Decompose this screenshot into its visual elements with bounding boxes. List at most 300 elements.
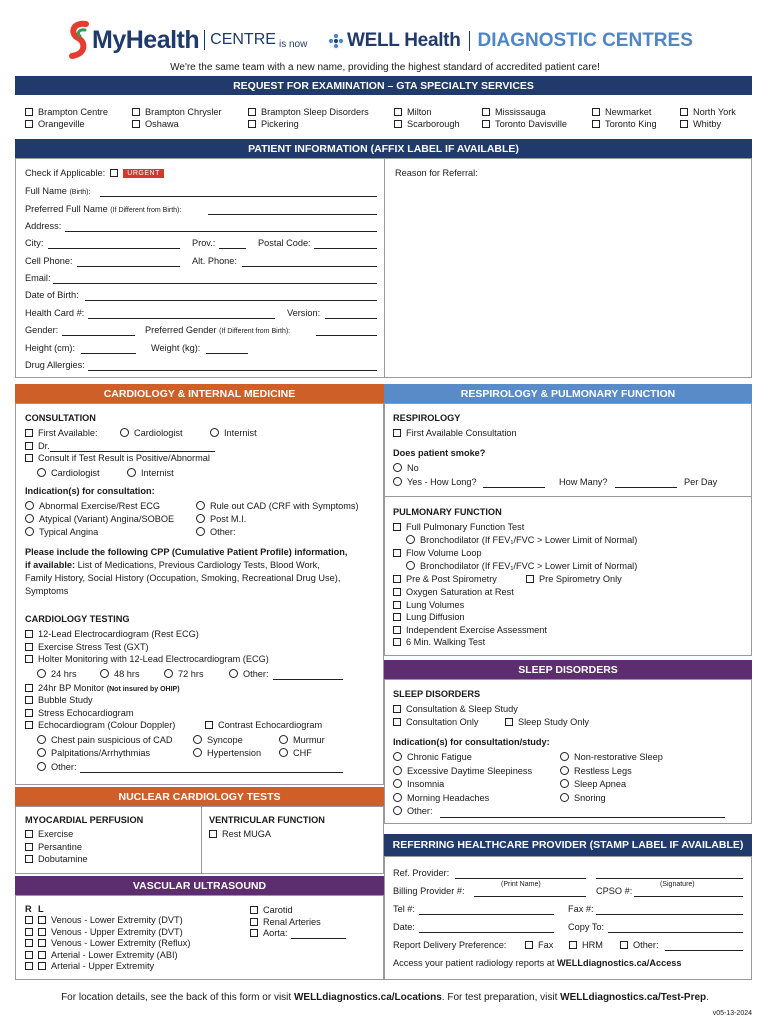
vascular-item-row — [25, 927, 183, 938]
health-field[interactable] — [88, 318, 275, 319]
resp-title: RESPIROLOGY & PULMONARY FUNCTION — [384, 384, 752, 403]
broncho1-option[interactable] — [406, 535, 637, 546]
vascular-left-checkbox[interactable] — [38, 951, 46, 959]
urgent-row — [25, 168, 164, 179]
cardiologist2-radio[interactable] — [37, 468, 46, 477]
echo-ind-0-label: Chest pain suspicious of CAD — [51, 735, 173, 745]
testing-heading: CARDIOLOGY TESTING — [25, 614, 130, 624]
full-name-field[interactable] — [100, 196, 377, 197]
vascular-right-checkbox[interactable] — [25, 951, 33, 959]
myhealth-logo — [68, 18, 276, 62]
echo-label: Echocardiogram (Colour Doppler) — [38, 720, 176, 730]
email-field[interactable] — [53, 283, 377, 284]
pulm-item-2-row — [393, 612, 465, 623]
location-3-1-checkbox[interactable] — [394, 120, 402, 128]
cons-only-label: Consultation Only — [406, 717, 479, 727]
cons-study-checkbox[interactable] — [393, 705, 401, 713]
study-only-row — [505, 717, 589, 728]
location-0-1-checkbox[interactable] — [25, 120, 33, 128]
bp-row — [25, 683, 180, 695]
hother-field[interactable] — [273, 679, 343, 680]
postal-field[interactable] — [314, 248, 377, 249]
stress-echo-row — [25, 708, 134, 719]
cardio-test-1-label: Exercise Stress Test (GXT) — [38, 641, 149, 652]
location-0-0-checkbox[interactable] — [25, 108, 33, 116]
vascular-right-0-checkbox[interactable] — [250, 906, 258, 914]
print-note: (Print Name) — [501, 881, 541, 888]
height-field[interactable] — [81, 353, 136, 354]
cardio-ind-0-row — [25, 501, 160, 512]
internist2-option[interactable] — [127, 468, 174, 479]
copy-field[interactable] — [608, 932, 743, 933]
indications-heading: Indication(s) for consultation: — [25, 486, 155, 496]
billing-field[interactable] — [474, 896, 586, 897]
sleep-left-3-row — [393, 793, 489, 804]
yes-radio[interactable] — [393, 477, 402, 486]
vascular-item-label: Arterial - Lower Extremity (ABI) — [51, 949, 178, 960]
tel-field[interactable] — [419, 914, 554, 915]
location-2-0-checkbox[interactable] — [248, 108, 256, 116]
vascular-right-checkbox[interactable] — [25, 939, 33, 947]
cpp-line4: Symptoms — [25, 586, 69, 596]
cardiologist2-label: Cardiologist — [51, 468, 100, 478]
h72-option[interactable] — [164, 669, 204, 680]
myo-1-checkbox[interactable] — [25, 843, 33, 851]
first-available-checkbox[interactable] — [25, 429, 33, 437]
myo-0-checkbox[interactable] — [25, 830, 33, 838]
myo-1-label: Persantine — [38, 841, 82, 852]
echo-checkbox[interactable] — [25, 721, 33, 729]
sleep-right-1-radio[interactable] — [560, 766, 569, 775]
pref-label: Report Delivery Preference: — [393, 940, 507, 950]
pulm-item-1-label: Lung Volumes — [406, 599, 465, 610]
pulm-item-2-checkbox[interactable] — [393, 613, 401, 621]
echo-ind-0-radio[interactable] — [37, 735, 46, 744]
cardio-ind-3-radio[interactable] — [196, 501, 205, 510]
well-dots-icon — [328, 33, 344, 49]
no-option[interactable] — [393, 463, 419, 474]
cardio-ind-2-label: Typical Angina — [39, 527, 99, 537]
echo-ind-2-radio[interactable] — [279, 735, 288, 744]
resp-first-checkbox[interactable] — [393, 429, 401, 437]
sleep-heading: SLEEP DISORDERS — [393, 689, 481, 699]
location-0-1-label: Orangeville — [38, 119, 85, 129]
drug-label: Drug Allergies: — [25, 360, 85, 370]
echo-ind-6-row — [37, 762, 77, 773]
location-4-1-checkbox[interactable] — [482, 120, 490, 128]
cardio-test-2-row — [25, 654, 269, 665]
pulm-item-1-row — [393, 600, 464, 611]
cardio-test-0-label: 12-Lead Electrocardiogram (Rest ECG) — [38, 629, 199, 639]
pref-name-note: (If Different from Birth): — [110, 207, 182, 214]
cardio-test-1-row — [25, 642, 149, 653]
location-5-0-checkbox[interactable] — [592, 108, 600, 116]
first-available-label: First Available: — [38, 428, 98, 438]
vascular-left-checkbox[interactable] — [38, 962, 46, 970]
email-label: Email: — [25, 273, 51, 283]
pulm-item-2-label: Lung Diffusion — [406, 612, 465, 622]
pref-other-checkbox[interactable] — [620, 941, 628, 949]
location-0-0-row — [25, 107, 108, 118]
cardio-title: CARDIOLOGY & INTERNAL MEDICINE — [15, 384, 384, 403]
sleep-right-3-label: Snoring — [574, 792, 606, 803]
location-6-1-checkbox[interactable] — [680, 120, 688, 128]
h48-radio[interactable] — [100, 669, 109, 678]
location-2-1-row — [248, 119, 299, 130]
echo-ind-6-label: Other: — [51, 762, 77, 772]
vascular-right-1-checkbox[interactable] — [250, 918, 258, 926]
date-label: Date: — [393, 922, 415, 932]
location-6-1-label: Whitby — [693, 119, 722, 129]
footer-a: For location details, see the back of this form or visit — [61, 992, 294, 1003]
broncho2-radio[interactable] — [406, 561, 415, 570]
yes-option[interactable] — [393, 477, 477, 488]
sleep-right-3-row — [560, 793, 606, 804]
yes-label: Yes - How Long? — [407, 477, 477, 487]
resp-first-row — [393, 428, 517, 439]
cardio-ind-4-row — [196, 514, 246, 525]
broncho1-radio[interactable] — [406, 535, 415, 544]
pulm-item-3-checkbox[interactable] — [393, 626, 401, 634]
access-text — [393, 958, 682, 969]
brand-centre: CENTRE — [210, 31, 276, 48]
cardio-ind-4-radio[interactable] — [196, 514, 205, 523]
h24-option[interactable] — [37, 669, 77, 680]
cpp-line2-bold: if available: — [25, 560, 76, 570]
vascular-left-checkbox[interactable] — [38, 928, 46, 936]
version-field[interactable] — [325, 318, 377, 319]
is-now-text: is now — [279, 39, 308, 50]
fax-label: Fax #: — [568, 904, 594, 914]
location-1-0-checkbox[interactable] — [132, 108, 140, 116]
cardio-ind-1-row — [25, 514, 174, 525]
access-link[interactable]: WELLdiagnostics.ca/Access — [556, 958, 682, 968]
sleep-left-1-radio[interactable] — [393, 766, 402, 775]
prepost-label: Pre & Post Spirometry — [406, 574, 497, 584]
echo-ind-3-row — [37, 748, 150, 759]
full-name-row — [25, 186, 90, 198]
address-field[interactable] — [65, 231, 377, 232]
address-label: Address: — [25, 221, 62, 231]
internist2-radio[interactable] — [127, 468, 136, 477]
per-day-label: Per Day — [684, 477, 718, 487]
vent-heading: VENTRICULAR FUNCTION — [209, 815, 325, 825]
echo-ind-3-radio[interactable] — [37, 748, 46, 757]
diagnostic-centres-text: DIAGNOSTIC CENTRES — [477, 30, 693, 51]
dr-label: Dr. — [38, 441, 50, 451]
cardio-ind-5-radio[interactable] — [196, 527, 205, 536]
dob-label: Date of Birth: — [25, 290, 79, 300]
consult-pos-row — [25, 453, 210, 464]
sleep-right-0-row — [560, 752, 663, 763]
myo-2-label: Dobutamine — [38, 854, 88, 864]
cardio-ind-1-label: Atypical (Variant) Angina/SOBOE — [39, 514, 175, 524]
pref-other-row — [620, 940, 659, 951]
how-long-field[interactable] — [483, 487, 545, 488]
location-2-0-label: Brampton Sleep Disorders — [261, 107, 369, 117]
brand-health: Health — [125, 25, 200, 54]
location-5-0-row — [592, 107, 651, 118]
fax-field[interactable] — [596, 914, 743, 915]
full-name-label: Full Name — [25, 186, 67, 196]
cons-study-row — [393, 704, 518, 715]
sleep-other-field[interactable] — [440, 817, 725, 818]
echo-ind-5-row — [279, 748, 312, 759]
sleep-left-3-radio[interactable] — [393, 793, 402, 802]
cardio-ind-5-row — [196, 527, 236, 538]
pref-name-field[interactable] — [208, 214, 377, 215]
h24-label: 24 hrs — [51, 669, 77, 679]
myo-2-row — [25, 854, 88, 865]
r-label: R — [25, 904, 32, 914]
vascular-right-0-row — [250, 905, 293, 916]
version-code: v05-13-2024 — [712, 1010, 752, 1017]
pref-gender-field[interactable] — [316, 335, 377, 336]
ref-label: Ref. Provider: — [393, 868, 450, 878]
h48-label: 48 hrs — [114, 669, 140, 679]
weight-label: Weight (kg): — [151, 343, 201, 353]
stress-echo-checkbox[interactable] — [25, 709, 33, 717]
location-5-0-label: Newmarket — [605, 107, 652, 117]
respirology-heading: RESPIROLOGY — [393, 413, 461, 423]
aorta-field[interactable] — [291, 938, 346, 939]
myo-0-row — [25, 829, 73, 840]
alt-field[interactable] — [242, 266, 377, 267]
sleep-ind-heading: Indication(s) for consultation/study: — [393, 737, 550, 747]
cardiologist-radio[interactable] — [120, 428, 129, 437]
cardio-ind-2-row — [25, 527, 98, 538]
consult-pos-label: Consult if Test Result is Positive/Abnormal — [38, 453, 210, 463]
brand-my: My — [92, 25, 126, 54]
location-5-1-label: Toronto King — [605, 119, 657, 129]
echo-ind-1-radio[interactable] — [193, 735, 202, 744]
tagline: We're the same team with a new name, providing the highest standard of accredited patient care! — [170, 62, 600, 73]
cardio-test-0-checkbox[interactable] — [25, 630, 33, 638]
vascular-right-2-checkbox[interactable] — [250, 929, 258, 937]
height-label: Height (cm): — [25, 343, 76, 353]
rest-muga-label: Rest MUGA — [222, 829, 272, 839]
vascular-left-checkbox[interactable] — [38, 916, 46, 924]
copy-label: Copy To: — [568, 922, 605, 932]
vascular-right-1-label: Renal Arteries — [263, 916, 321, 927]
full-pft-label: Full Pulmonary Function Test — [406, 522, 525, 532]
vascular-right-checkbox[interactable] — [25, 916, 33, 924]
sleep-right-2-row — [560, 779, 626, 790]
vascular-title: VASCULAR ULTRASOUND — [15, 876, 384, 895]
location-4-0-checkbox[interactable] — [482, 108, 490, 116]
cardio-ind-1-radio[interactable] — [25, 514, 34, 523]
prov-field[interactable] — [219, 248, 246, 249]
location-3-0-checkbox[interactable] — [394, 108, 402, 116]
cons-only-checkbox[interactable] — [393, 718, 401, 726]
vascular-item-row — [25, 961, 154, 972]
patient-title: PATIENT INFORMATION (AFFIX LABEL IF AVAILABLE) — [15, 139, 752, 158]
hother-radio[interactable] — [229, 669, 238, 678]
sleep-left-4-label: Other: — [407, 806, 433, 816]
drug-field[interactable] — [88, 370, 377, 371]
signature-note: (Signature) — [660, 881, 695, 888]
location-6-0-label: North York — [693, 107, 736, 117]
pref-other-label: Other: — [633, 940, 659, 950]
no-radio[interactable] — [393, 463, 402, 472]
location-3-1-row — [394, 119, 460, 130]
vascular-right-checkbox[interactable] — [25, 928, 33, 936]
resp-first-label: First Available Consultation — [406, 428, 517, 438]
echo-ind-2-row — [279, 735, 325, 746]
access-prefix: Access your patient radiology reports at — [393, 958, 557, 968]
cpp-note — [25, 546, 375, 598]
echo-ind-4-radio[interactable] — [193, 748, 202, 757]
sleep-right-0-radio[interactable] — [560, 752, 569, 761]
cardio-ind-5-label: Other: — [210, 527, 236, 537]
echo-ind-2-label: Murmur — [293, 735, 325, 745]
check-label: Check if Applicable: — [25, 168, 106, 178]
sleep-left-3-label: Morning Headaches — [407, 792, 490, 803]
rest-muga-checkbox[interactable] — [209, 830, 217, 838]
cardio-test-2-checkbox[interactable] — [25, 655, 33, 663]
sleep-left-2-radio[interactable] — [393, 779, 402, 788]
dob-field[interactable] — [85, 300, 377, 301]
sleep-left-1-row — [393, 766, 532, 777]
h48-option[interactable] — [100, 669, 140, 680]
pulm-item-4-checkbox[interactable] — [393, 638, 401, 646]
rest-muga-row — [209, 829, 271, 840]
echo-ind-3-label: Palpitations/Arrhythmias — [51, 748, 151, 758]
pulm-item-1-checkbox[interactable] — [393, 601, 401, 609]
broncho2-option[interactable] — [406, 561, 637, 572]
myo-heading: MYOCARDIAL PERFUSION — [25, 815, 144, 825]
location-0-1-row — [25, 119, 84, 130]
sleep-left-0-radio[interactable] — [393, 752, 402, 761]
echo-ind-6-radio[interactable] — [37, 762, 46, 771]
locations-link[interactable]: WELLdiagnostics.ca/Locations — [293, 992, 442, 1003]
vascular-left-checkbox[interactable] — [38, 939, 46, 947]
echo-ind-4-row — [193, 748, 261, 759]
first-available-row — [25, 428, 98, 439]
cardio-test-1-checkbox[interactable] — [25, 643, 33, 651]
vascular-item-row — [25, 950, 178, 961]
well-health-text: WELL Health — [347, 30, 461, 51]
full-pft-checkbox[interactable] — [393, 523, 401, 531]
echo-other-field[interactable] — [80, 772, 343, 773]
echo-ind-5-label: CHF — [293, 748, 312, 758]
sleep-right-3-radio[interactable] — [560, 793, 569, 802]
pre-row — [526, 574, 622, 585]
cardiologist2-option[interactable] — [37, 468, 100, 479]
echo-ind-0-row — [37, 735, 173, 746]
location-5-1-checkbox[interactable] — [592, 120, 600, 128]
echo-row — [25, 720, 175, 731]
hrm-row — [569, 940, 603, 951]
location-1-0-row — [132, 107, 222, 118]
flow-checkbox[interactable] — [393, 549, 401, 557]
cpso-label: CPSO #: — [596, 886, 633, 896]
broncho2-label: Bronchodilator (If FEV₁/FVC > Lower Limit of Normal) — [420, 561, 638, 571]
pulm-item-3-label: Independent Exercise Assessment — [406, 624, 547, 635]
sleep-right-2-radio[interactable] — [560, 779, 569, 788]
flow-label: Flow Volume Loop — [406, 548, 482, 558]
echo-ind-5-radio[interactable] — [279, 748, 288, 757]
city-field[interactable] — [48, 248, 180, 249]
location-6-0-checkbox[interactable] — [680, 108, 688, 116]
location-4-0-row — [482, 107, 546, 118]
cons-only-row — [393, 717, 479, 728]
location-4-1-row — [482, 119, 567, 130]
date-field[interactable] — [419, 932, 554, 933]
cardiologist-option[interactable] — [120, 428, 183, 439]
myo-2-checkbox[interactable] — [25, 855, 33, 863]
gender-field[interactable] — [62, 335, 135, 336]
vascular-right-0-label: Carotid — [263, 905, 293, 915]
location-4-1-label: Toronto Davisville — [495, 119, 567, 129]
sleep-left-4-radio[interactable] — [393, 806, 402, 815]
test-prep-link[interactable]: WELLdiagnostics.ca/Test-Prep — [560, 992, 707, 1003]
h72-radio[interactable] — [164, 669, 173, 678]
cell-field[interactable] — [77, 266, 180, 267]
dr-field[interactable] — [50, 451, 215, 452]
vascular-item-label: Venous - Lower Extremity (DVT) — [51, 915, 183, 925]
provider-title: REFERRING HEALTHCARE PROVIDER (STAMP LABEL IF AVAILABLE) — [384, 834, 752, 856]
pre-checkbox[interactable] — [526, 575, 534, 583]
hother-option[interactable] — [229, 669, 269, 680]
cardio-ind-2-radio[interactable] — [25, 527, 34, 536]
sleep-left-2-row — [393, 779, 444, 790]
prov-label: Prov.: — [192, 238, 216, 248]
cpso-field[interactable] — [634, 896, 743, 897]
smoke-heading: Does patient smoke? — [393, 448, 486, 458]
contrast-checkbox[interactable] — [205, 721, 213, 729]
prepost-checkbox[interactable] — [393, 575, 401, 583]
location-3-1-label: Scarborough — [407, 119, 460, 129]
h24-radio[interactable] — [37, 669, 46, 678]
pulm-item-0-checkbox[interactable] — [393, 588, 401, 596]
how-many-field[interactable] — [615, 487, 677, 488]
bubble-checkbox[interactable] — [25, 696, 33, 704]
pref-other-field[interactable] — [665, 950, 743, 951]
dr-checkbox[interactable] — [25, 442, 33, 450]
cardio-ind-0-radio[interactable] — [25, 501, 34, 510]
consult-pos-checkbox[interactable] — [25, 454, 33, 462]
billing-label: Billing Provider #: — [393, 886, 465, 896]
hother-label: Other: — [243, 669, 269, 679]
full-name-note: (Birth): — [69, 189, 91, 196]
location-2-1-checkbox[interactable] — [248, 120, 256, 128]
pref-gender-row — [145, 325, 290, 337]
sleep-left-4-row — [393, 806, 433, 817]
pulm-heading: PULMONARY FUNCTION — [393, 507, 502, 517]
internist-radio[interactable] — [210, 428, 219, 437]
weight-field[interactable] — [206, 353, 248, 354]
hrm-checkbox[interactable] — [569, 941, 577, 949]
sleep-left-2-label: Insomnia — [407, 779, 445, 789]
echo-ind-1-row — [193, 735, 243, 746]
fax2-checkbox[interactable] — [525, 941, 533, 949]
footer-c: . For test preparation, visit — [441, 992, 561, 1003]
pref-gender-label: Preferred Gender — [145, 325, 217, 335]
city-label: City: — [25, 238, 44, 248]
location-6-1-row — [680, 119, 721, 130]
location-1-1-checkbox[interactable] — [132, 120, 140, 128]
bp-checkbox[interactable] — [25, 684, 33, 692]
internist-option[interactable] — [210, 428, 257, 439]
study-only-checkbox[interactable] — [505, 718, 513, 726]
cardio-ind-4-label: Post M.I. — [210, 514, 247, 524]
vascular-item-row — [25, 915, 183, 926]
broncho1-label: Bronchodilator (If FEV₁/FVC > Lower Limit of Normal) — [420, 535, 638, 545]
sleep-left-1-label: Excessive Daytime Sleepiness — [407, 765, 533, 776]
vascular-right-checkbox[interactable] — [25, 962, 33, 970]
urgent-checkbox[interactable] — [110, 169, 118, 177]
